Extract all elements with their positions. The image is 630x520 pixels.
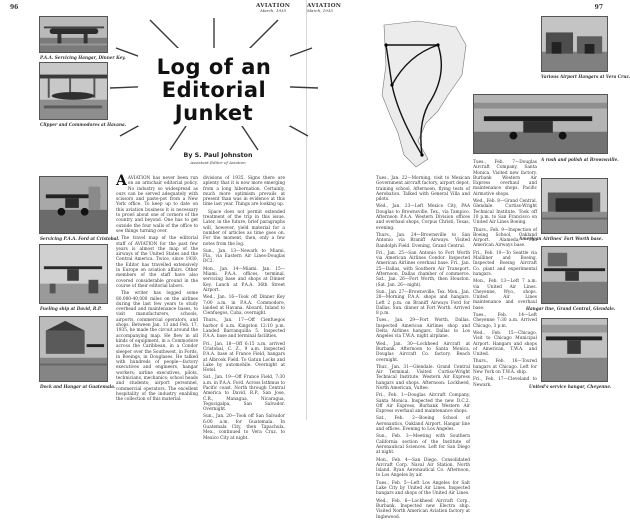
log-entry: Fri., Jan. 18—Off 6:15 a.m. arrived Cristobal, C. Z., 9 a.m. Inspected P.A.A. base at France Field, hangars at Albrook Field. To Gatun Locks and Lake by automobile. Overnight at Hotel. bbox=[203, 341, 285, 374]
caption-fort-worth: American Airlines' Fort Worth base. bbox=[519, 236, 603, 241]
photo-fort-worth bbox=[541, 178, 608, 234]
log-entry: Thur., Jan. 31—Glendale. Grand Central Air Terminal. Visited Curtiss-Wright Technical Institute. Western Air Express hangars and shops. Afternoon: Lockheed, North American, Vultee. bbox=[376, 364, 470, 391]
caption-clipper-havana: Clipper and Commodores at Havana. bbox=[40, 122, 127, 127]
article-byline-role: Assistant Editor of Aviation bbox=[190, 160, 246, 165]
article-title-block bbox=[110, 18, 318, 150]
right-magazine-name: AVIATION bbox=[307, 2, 342, 9]
paragraph: The writer has logged some 80,000-40,000 miles on the airlines during the last few years to study overhead and maintenance bases, to visit manufacturers, schools, airports, commercial operators, and shops. Between Jan. 13 and Feb. 17, 1935, he made the circuit around the accompanying map. He flew in all kinds of equipment, in a Commodore across the Caribbean, in a Condor sleeper over the Southwest, in Fords, in Boeings, in Douglases. He talked with hundreds of people—factory executives and engineers, hangar workers; airline executives, pilots, technicians, mechanics; school heads and students; airport personnel, commercial operators. The excellent hospitality of the industry enabling the collection of this material. bbox=[116, 291, 198, 403]
caption-cheyenne: United's service hangar, Cheyenne. bbox=[529, 384, 612, 389]
route-map bbox=[378, 15, 470, 173]
photo-servicing-hangar bbox=[39, 16, 108, 53]
caption-brownsville: A rush and polish at Brownsville. bbox=[541, 157, 619, 162]
log-entry: Wed., Jan. 16—Took off Dinner Key 7:00 a.m. in P.A.A. Commodore, landed at Havana. Aboard, Inland to Cienfuegos, Cuba, overnight. bbox=[203, 295, 285, 317]
log-entry: Thurs., Feb. 9—Inspection of Boeing School, Oakland Airport. Alameda, Pan American Airways base. bbox=[473, 227, 537, 249]
caption-fueling-ship: Fueling ship at David, R.P. bbox=[40, 306, 102, 311]
log-entry: Sat., Jan. 19—Off France Field, 7:30 a.m. in P.A.A. Ford. Across Isthmus to Pacific coast. North through Central America to David, R.P., San Jose, C.R., Managua, Nicaragua, Tegucigalpa, San Salvador. Overnight. bbox=[203, 375, 285, 413]
caption-vera-cruz: Various Airport Hangars at Vera Cruz. bbox=[541, 74, 630, 79]
paragraph: The travel map of the editorial staff of AVIATION for the past few years is almost the map of the airways of the United States and the Central America. Twice, since 1930, the Editor has travelled extensively in Europe on aviation affairs. Other members of the staff have also covered considerable ground in the course of their editorial labors. bbox=[116, 236, 198, 289]
photo-brownsville bbox=[473, 94, 608, 154]
log-entry: Mon., Feb. 4—San Diego. Consolidated Aircraft Corp. Naval Air Station, North Island. Ryan Aeronautical Co. Afternoon, to Los Angeles by air. bbox=[376, 457, 470, 479]
article-title-line-3: Junket bbox=[174, 101, 254, 125]
text-column-3 bbox=[376, 176, 470, 520]
article-byline: By S. Paul Johnston bbox=[183, 152, 253, 159]
log-entry: Tues., Feb. 5—Left Los Angeles for Salt Lake City by United Air Lines. Inspected hangars and shops of the United Air Lines. bbox=[376, 480, 470, 497]
log-entry: Fri., Feb. 10—To Seattle via Mailliner and Boeing. Inspected Boeing Aircraft Co. plant and experimental hangars. bbox=[473, 250, 537, 277]
caption-servicing-hangar: P.A.A. Servicing Hangar, Dinner Key. bbox=[40, 55, 126, 60]
log-entry: Sat., Feb. 2—Boeing School of Aeronautics, Oakland Airport. Hangar line and offices. Evening to Los Angeles. bbox=[376, 416, 470, 433]
paragraph: divisions of 1935. Signs there are aplenty that it is now more emerging from a long hibernation. Certainly, much more optimism prevails at present than was in evidence at this time last year. Things are looking up. bbox=[203, 176, 285, 208]
text-column-4 bbox=[473, 160, 537, 416]
log-entry: Sun., Jan. 20—Took off San Salvador 6:00 a.m. for Guatemala. In Guatemala City, then Tapachula, Mex., continued to Vera Cruz, to Mexico City at night. bbox=[203, 414, 285, 441]
paragraph: AAVIATION has never been run on an armchair editorial policy. No industry so widespread as ours can be served adequately with scissors and paste-pot from a New York office. To keep up to date on this aviation business it is necessary to prowl about one of corners of the country and beyond. One has to get outside the four walls of the office to see things turning over. bbox=[116, 173, 198, 234]
right-header-title bbox=[307, 3, 341, 13]
log-entry: Mon., Feb. 13—Left 7 a.m. via United Air Lines. Cheyenne, Wyo., shops. United Air Lines maintenance and overhaul base. bbox=[473, 279, 537, 311]
log-entry: Sun., Jan. 13—Newark to Miami, Fla., via Eastern Air Lines-Douglas DC2. bbox=[203, 248, 285, 265]
photo-vera-cruz-hangars bbox=[541, 16, 608, 72]
log-entry: Fri., Feb. 17—Cleveland to Newark. bbox=[473, 377, 537, 388]
caption-guatemala-dock: Dock and Hangar at Guatemala. bbox=[40, 384, 116, 389]
left-magazine-name: AVIATION bbox=[256, 2, 291, 9]
log-entry: Mon., Jan. 14—Miami. Jan. 15—Miami. P.A.A. offices, terminal, servicing base and shops at Dinner Key. Lunch at P.A.A. 36th Street Airport. bbox=[203, 266, 285, 293]
text-column-2 bbox=[203, 176, 285, 441]
article-title-line-1: Log of an bbox=[156, 55, 272, 79]
right-page-header bbox=[307, 3, 607, 12]
photo-guatemala-dock bbox=[39, 316, 108, 382]
log-entry: Thurs., Jan. 17—Off Cienfuegos harbor 6 a.m. Kingston 12:10 p.m. Landed Barranquilla 5. Inspected P.A.A. base and terminal facilities. bbox=[203, 318, 285, 340]
photo-glendale bbox=[541, 246, 608, 304]
log-entry: Thurs., Feb. 16—Toured hangars at Chicago. Left for New York on T.W.A. ship. bbox=[473, 359, 537, 375]
log-entry: Wed., Feb. 15—Chicago. Visit to Chicago Municipal Airport. Hangars and shops of American, T.W.A. and United. bbox=[473, 330, 537, 358]
right-page-number: 97 bbox=[594, 4, 603, 11]
log-entry: Tues., Jan. 29—Fort Worth, Dallas. Inspected American Airlines shop and Delta Airlines hangars. Dallas to Los Angeles via T.W.A. night airplane. bbox=[376, 318, 470, 340]
log-entry: Tues., Feb. 7—Douglas Aircraft Company, Santa Monica. Visited new factory. Burbank Western Air Express overhaul and maintenance shops. Pacific Airmotive shops. bbox=[473, 160, 537, 197]
text-column-1 bbox=[116, 173, 198, 416]
log-entry: Tues., Jan. 22—Morning, visit to Mexican Government aircraft factory, airport depot, training school, Afternoon, flying tests of Aerobatics. Talked with General Villa and pilots. bbox=[376, 176, 470, 203]
caption-glendale: Hangar line, Grand Central, Glendale. bbox=[526, 306, 616, 311]
photo-fueling-ship bbox=[39, 244, 108, 304]
log-entry: Tues., Feb. 14—Left Cheyenne 7:30 a.m. Arrived Chicago, 3 p.m. bbox=[473, 313, 537, 329]
log-entry: Thurs., Jan. 24—Brownsville to San Antonio via Braniff Airways. Visited Randolph Field. Evening, Grand Central. bbox=[376, 232, 470, 249]
log-entry: Wed., Jan. 30—Lockheed Aircraft at Burbank. Afternoon to Santa Monica, Douglas Aircraft Co. factory. Beach overnight. bbox=[376, 341, 470, 363]
caption-servicing-ford: Servicing P.A.A. Ford at Cristobal. bbox=[40, 236, 120, 241]
log-entry: Fri., Feb. 1—Douglas Aircraft Company, Santa Monica. Inspected the new D.C.2. Off Air Express, Burbank Western Air Express overhaul and maintenance shops. bbox=[376, 393, 470, 415]
log-entry: Wed., Jan. 23—Left Mexico City, PAA Douglas to Brownsville, Tex., via Tampico. Afternoon P.A.A. Western Division offices and overhaul shops, Corpus Christi, Texas, evening. bbox=[376, 204, 470, 231]
left-page-header bbox=[10, 3, 302, 12]
photo-clipper-havana bbox=[39, 62, 108, 120]
left-header-title bbox=[256, 3, 290, 13]
drop-cap: A bbox=[116, 173, 127, 189]
right-issue-date: March, 1935 bbox=[307, 7, 333, 13]
log-entry: Fri., Jan. 25—San Antonio to Fort Worth via American Airlines Condor. Inspected American Airlines overhaul base. Fri., Jan. 25—Dallas, with Southern Air Transport. Afternoon, Dallas chamber of commerce. Sat., Jan. 26—Fort Worth, then Houston. (Sat. Jan. 26—night). bbox=[376, 250, 470, 288]
photo-cheyenne bbox=[541, 318, 608, 382]
log-entry: Wed., Feb. 6—Lockheed Aircraft Corp., Burbank. Inspected new Electra ship. Visited North American Aviation factory at Inglewood. bbox=[376, 498, 470, 520]
log-entry: Wed., Feb. 8—Grand Central, Glendale. Curtiss-Wright Technical Institute. Took off 10 p.m. to San Francisco on United Air Lines Boeing. bbox=[473, 199, 537, 226]
article-title-line-2: Editorial bbox=[161, 78, 267, 102]
log-entry: Sun., Feb. 3—Meeting with Southern California section of the Institute of Aeronautical Sciences. Left for San Diego at night. bbox=[376, 434, 470, 456]
log-entry: Sun., Jan. 27—Brownsville, Tex. Mon., Jan. 28—Morning P.A.A. shops and hangars. Left 2 p.m. on Braniff Airways Ford for Dallas. Sun. dinner at Fort Worth. Arrived 8 p.m. bbox=[376, 289, 470, 317]
paragraph: Space does not permit extended treatment of the trip in this issue. Later, in the future, brief paragraphs will, however, yield material for a number of articles as time goes on. For the moment, then, only a few notes from the log. bbox=[203, 209, 285, 247]
photo-servicing-ford bbox=[39, 176, 108, 234]
left-page-number: 96 bbox=[10, 4, 19, 11]
left-issue-date: March, 1935 bbox=[260, 7, 287, 13]
